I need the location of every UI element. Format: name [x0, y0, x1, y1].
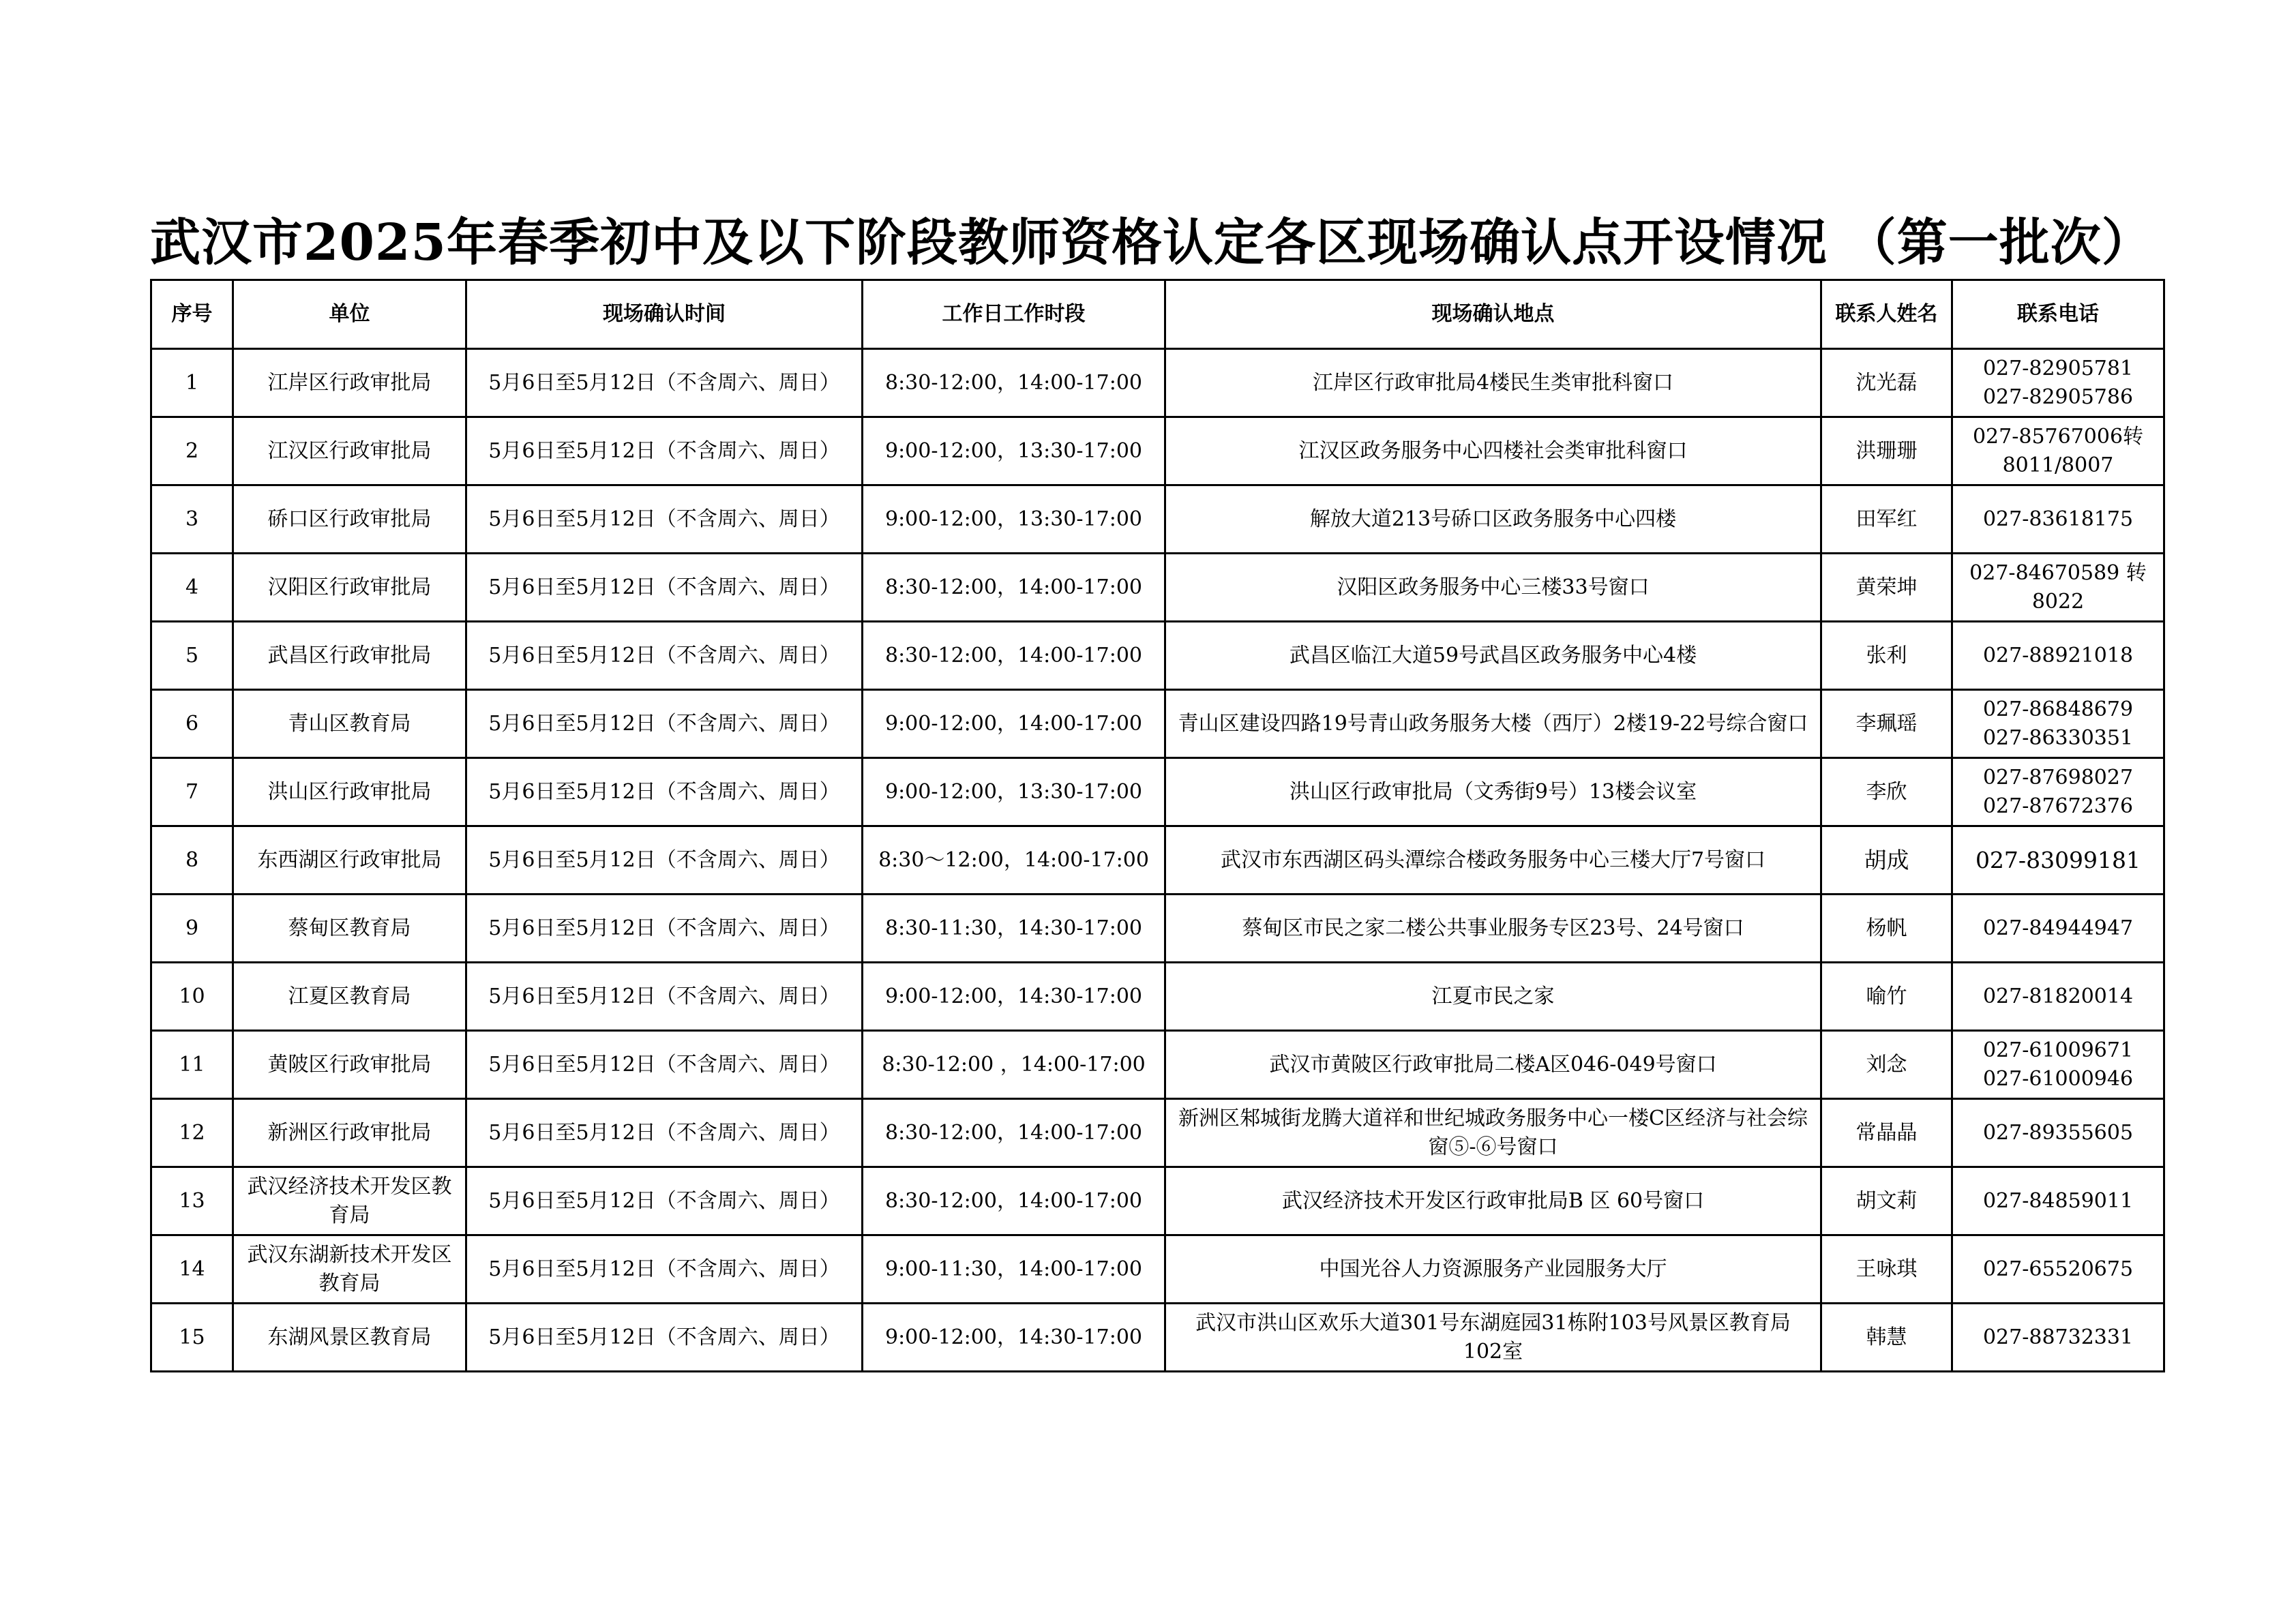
table-row	[151, 349, 2164, 417]
cell-contact: 张利	[1821, 622, 1952, 690]
cell-phone: 027-88732331	[1952, 1304, 2164, 1372]
cell-contact: 沈光磊	[1821, 349, 1952, 417]
cell-location: 汉阳区政务服务中心三楼33号窗口	[1165, 554, 1821, 622]
cell-hours: 9:00-12:00，13:30-17:00	[863, 485, 1165, 554]
cell-date: 5月6日至5月12日（不含周六、周日）	[466, 1099, 863, 1167]
cell-hours: 8:30-12:00 ，14:00-17:00	[863, 1031, 1165, 1099]
cell-contact: 刘念	[1821, 1031, 1952, 1099]
cell-contact: 常晶晶	[1821, 1099, 1952, 1167]
cell-unit: 东湖风景区教育局	[233, 1304, 466, 1372]
cell-unit: 黄陂区行政审批局	[233, 1031, 466, 1099]
cell-no: 2	[151, 417, 233, 485]
cell-hours: 9:00-11:30，14:00-17:00	[863, 1235, 1165, 1304]
header-phone: 联系电话	[1952, 280, 2164, 349]
cell-unit: 汉阳区行政审批局	[233, 554, 466, 622]
cell-date: 5月6日至5月12日（不含周六、周日）	[466, 622, 863, 690]
cell-date: 5月6日至5月12日（不含周六、周日）	[466, 1235, 863, 1304]
cell-phone: 027-82905781 027-82905786	[1952, 349, 2164, 417]
table-row	[151, 1031, 2164, 1099]
cell-unit: 江夏区教育局	[233, 963, 466, 1031]
table-row	[151, 1167, 2164, 1235]
cell-location: 解放大道213号硚口区政务服务中心四楼	[1165, 485, 1821, 554]
cell-no: 9	[151, 895, 233, 963]
cell-phone: 027-84859011	[1952, 1167, 2164, 1235]
cell-date: 5月6日至5月12日（不含周六、周日）	[466, 963, 863, 1031]
cell-phone: 027-65520675	[1952, 1235, 2164, 1304]
cell-contact: 喻竹	[1821, 963, 1952, 1031]
cell-hours: 8:30-12:00，14:00-17:00	[863, 622, 1165, 690]
cell-date: 5月6日至5月12日（不含周六、周日）	[466, 349, 863, 417]
cell-no: 15	[151, 1304, 233, 1372]
cell-hours: 8:30-12:00，14:00-17:00	[863, 554, 1165, 622]
cell-contact: 胡成	[1821, 826, 1952, 895]
table-row	[151, 485, 2164, 554]
cell-unit: 蔡甸区教育局	[233, 895, 466, 963]
cell-date: 5月6日至5月12日（不含周六、周日）	[466, 826, 863, 895]
cell-location: 洪山区行政审批局（文秀街9号）13楼会议室	[1165, 758, 1821, 826]
cell-contact: 李珮瑶	[1821, 690, 1952, 758]
cell-contact: 李欣	[1821, 758, 1952, 826]
table-header-row	[151, 280, 2164, 349]
cell-hours: 8:30-11:30，14:30-17:00	[863, 895, 1165, 963]
table-row	[151, 1235, 2164, 1304]
cell-phone: 027-83099181	[1952, 826, 2164, 895]
cell-date: 5月6日至5月12日（不含周六、周日）	[466, 554, 863, 622]
cell-hours: 8:30-12:00，14:00-17:00	[863, 1167, 1165, 1235]
cell-date: 5月6日至5月12日（不含周六、周日）	[466, 1167, 863, 1235]
header-hours: 工作日工作时段	[863, 280, 1165, 349]
table-row	[151, 826, 2164, 895]
cell-hours: 9:00-12:00，13:30-17:00	[863, 417, 1165, 485]
cell-no: 12	[151, 1099, 233, 1167]
cell-unit: 青山区教育局	[233, 690, 466, 758]
table-row	[151, 1304, 2164, 1372]
table-row	[151, 895, 2164, 963]
cell-contact: 洪珊珊	[1821, 417, 1952, 485]
cell-no: 10	[151, 963, 233, 1031]
header-contact: 联系人姓名	[1821, 280, 1952, 349]
table-row	[151, 622, 2164, 690]
cell-no: 4	[151, 554, 233, 622]
cell-date: 5月6日至5月12日（不含周六、周日）	[466, 758, 863, 826]
cell-phone: 027-84670589 转8022	[1952, 554, 2164, 622]
header-date: 现场确认时间	[466, 280, 863, 349]
cell-hours: 8:30-12:00，14:00-17:00	[863, 1099, 1165, 1167]
cell-location: 中国光谷人力资源服务产业园服务大厅	[1165, 1235, 1821, 1304]
header-location: 现场确认地点	[1165, 280, 1821, 349]
cell-date: 5月6日至5月12日（不含周六、周日）	[466, 690, 863, 758]
cell-contact: 田军红	[1821, 485, 1952, 554]
cell-no: 6	[151, 690, 233, 758]
cell-no: 11	[151, 1031, 233, 1099]
cell-unit: 江汉区行政审批局	[233, 417, 466, 485]
cell-phone: 027-81820014	[1952, 963, 2164, 1031]
confirmation-sites-table	[150, 279, 2165, 1372]
cell-hours: 9:00-12:00，14:00-17:00	[863, 690, 1165, 758]
cell-phone: 027-61009671 027-61000946	[1952, 1031, 2164, 1099]
cell-unit: 武昌区行政审批局	[233, 622, 466, 690]
cell-date: 5月6日至5月12日（不含周六、周日）	[466, 1304, 863, 1372]
cell-hours: 8:30-12:00，14:00-17:00	[863, 349, 1165, 417]
cell-contact: 杨帆	[1821, 895, 1952, 963]
cell-unit: 武汉东湖新技术开发区教育局	[233, 1235, 466, 1304]
cell-no: 5	[151, 622, 233, 690]
cell-location: 武汉市洪山区欢乐大道301号东湖庭园31栋附103号风景区教育局102室	[1165, 1304, 1821, 1372]
cell-no: 14	[151, 1235, 233, 1304]
cell-unit: 武汉经济技术开发区教育局	[233, 1167, 466, 1235]
cell-date: 5月6日至5月12日（不含周六、周日）	[466, 417, 863, 485]
cell-location: 新洲区邾城街龙腾大道祥和世纪城政务服务中心一楼C区经济与社会综窗⑤-⑥号窗口	[1165, 1099, 1821, 1167]
cell-location: 青山区建设四路19号青山政务服务大楼（西厅）2楼19-22号综合窗口	[1165, 690, 1821, 758]
table-row	[151, 417, 2164, 485]
cell-location: 蔡甸区市民之家二楼公共事业服务专区23号、24号窗口	[1165, 895, 1821, 963]
cell-phone: 027-84944947	[1952, 895, 2164, 963]
cell-no: 8	[151, 826, 233, 895]
cell-date: 5月6日至5月12日（不含周六、周日）	[466, 485, 863, 554]
cell-contact: 王咏琪	[1821, 1235, 1952, 1304]
header-no: 序号	[151, 280, 233, 349]
cell-unit: 江岸区行政审批局	[233, 349, 466, 417]
cell-phone: 027-87698027 027-87672376	[1952, 758, 2164, 826]
table-row	[151, 758, 2164, 826]
cell-hours: 9:00-12:00，13:30-17:00	[863, 758, 1165, 826]
cell-phone: 027-83618175	[1952, 485, 2164, 554]
cell-location: 江岸区行政审批局4楼民生类审批科窗口	[1165, 349, 1821, 417]
cell-contact: 胡文莉	[1821, 1167, 1952, 1235]
cell-unit: 东西湖区行政审批局	[233, 826, 466, 895]
cell-location: 武汉经济技术开发区行政审批局B 区 60号窗口	[1165, 1167, 1821, 1235]
table-row	[151, 690, 2164, 758]
cell-unit: 硚口区行政审批局	[233, 485, 466, 554]
cell-phone: 027-89355605	[1952, 1099, 2164, 1167]
table-row	[151, 1099, 2164, 1167]
cell-phone: 027-85767006转8011/8007	[1952, 417, 2164, 485]
cell-location: 江汉区政务服务中心四楼社会类审批科窗口	[1165, 417, 1821, 485]
cell-hours: 9:00-12:00，14:30-17:00	[863, 1304, 1165, 1372]
header-unit: 单位	[233, 280, 466, 349]
cell-no: 13	[151, 1167, 233, 1235]
cell-location: 江夏市民之家	[1165, 963, 1821, 1031]
cell-hours: 8:30～12:00，14:00-17:00	[863, 826, 1165, 895]
cell-contact: 黄荣坤	[1821, 554, 1952, 622]
cell-date: 5月6日至5月12日（不含周六、周日）	[466, 1031, 863, 1099]
cell-no: 7	[151, 758, 233, 826]
cell-phone: 027-88921018	[1952, 622, 2164, 690]
cell-no: 1	[151, 349, 233, 417]
cell-unit: 新洲区行政审批局	[233, 1099, 466, 1167]
cell-phone: 027-86848679 027-86330351	[1952, 690, 2164, 758]
document-title: 武汉市2025年春季初中及以下阶段教师资格认定各区现场确认点开设情况 （第一批次）	[150, 213, 2153, 272]
cell-location: 武昌区临江大道59号武昌区政务服务中心4楼	[1165, 622, 1821, 690]
cell-unit: 洪山区行政审批局	[233, 758, 466, 826]
table-row	[151, 554, 2164, 622]
cell-contact: 韩慧	[1821, 1304, 1952, 1372]
table-row	[151, 963, 2164, 1031]
cell-no: 3	[151, 485, 233, 554]
cell-date: 5月6日至5月12日（不含周六、周日）	[466, 895, 863, 963]
cell-location: 武汉市东西湖区码头潭综合楼政务服务中心三楼大厅7号窗口	[1165, 826, 1821, 895]
cell-hours: 9:00-12:00，14:30-17:00	[863, 963, 1165, 1031]
cell-location: 武汉市黄陂区行政审批局二楼A区046-049号窗口	[1165, 1031, 1821, 1099]
